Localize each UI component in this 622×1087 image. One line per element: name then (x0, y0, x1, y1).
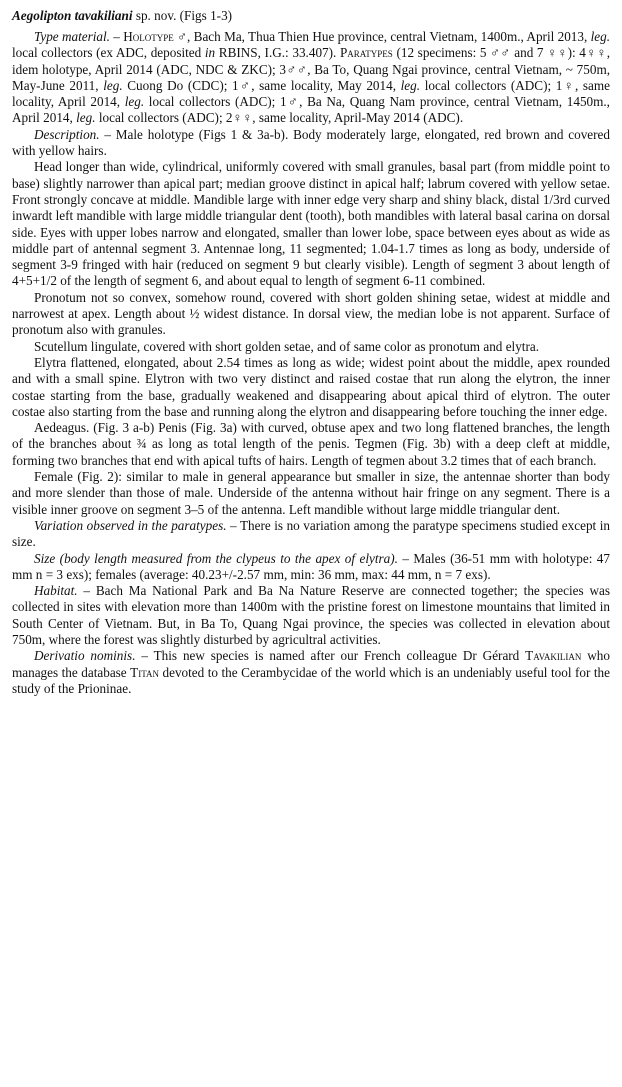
type-material-text: local collectors (ADC); 2♀♀, same locality, April-May 2014 (ADC). (95, 110, 464, 126)
type-material-heading: Type material. – (34, 29, 120, 44)
description-heading: Description. – (34, 126, 111, 142)
leg-abbrev: leg. (76, 110, 96, 126)
derivatio-text: This new species is named after our French colleague Dr Gérard (147, 648, 526, 664)
type-material-text: local collectors (ex ADC, deposited (12, 45, 205, 61)
variation-heading: Variation observed in the paratypes. – (34, 517, 237, 533)
elytra-paragraph: Elytra flattened, elongated, about 2.54 times as long as wide; widest point about the middle, apex rounded and with a small spine. Elytron with two very distinct and raised costae that run along the elytron, the inner costae starting from the base, gradually weakened and disappearing about apical third of elytron. The outer costae also starting from the base and running along the elytron and disappearing before touching the inner edge. (12, 354, 610, 419)
aedeagus-paragraph: Aedeagus. (Fig. 3 a-b) Penis (Fig. 3a) with curved, obtuse apex and two long flattened branches, the length of the branches about ¾ as long as total length of the penis. Tegmen (Fig. 3b) with a deep cleft at middle, forming two branches that end with apical tufts of hairs. Length of tegmen about 3.2 times that of each branch. (12, 420, 610, 468)
size-heading: Size (body length measured from the clypeus to the apex of elytra). – (34, 550, 409, 566)
variation-paragraph (12, 518, 610, 551)
database-name: Titan (130, 664, 159, 680)
scutellum-paragraph: Scutellum lingulate, covered with short golden setae, and of same color as pronotum and elytra. (34, 338, 540, 354)
species-name: Aegolipton tavakiliani (12, 8, 133, 23)
variation-text: There is no variation among the paratype specimens studied except in size. (12, 517, 611, 550)
habitat-heading: Habitat. – (34, 583, 90, 599)
habitat-paragraph (12, 583, 610, 648)
type-material-text: RBINS, I.G.: 33.407). (215, 45, 340, 61)
head-paragraph: Head longer than wide, cylindrical, uniformly covered with small granules, basal part (from middle point to base) slightly narrower than apical part; median groove distinct in apical half; labrum covered with yellow setae. Front strongly concave at middle. Mandible large with inner edge very sharp and shiny black, distal 1/3rd curved inwardt left mandible with large middle triangular dent (tooth), both mandibles with lateral basal carina on dorsal side. Eyes with upper lobes narrow and elongated, smaller than lower lobe, space between eyes about as wide as middle part of antennal segment 3. Antennae long, 11 segmented; 1.04-1.7 times as long as body, underside of segment 3-9 fringed with hair (reduced on segment 9 but clearly visible). Length of segment 3 about length of 4+5+1/2 of the length of segment 6, and about equal to length of segment 6-11 combined. (12, 159, 610, 289)
leg-abbrev: leg. (124, 94, 145, 110)
derivatio-heading: Derivatio nominis. – (34, 648, 148, 664)
description-text: Male holotype (Figs 1 & 3a-b). Body moderately large, elongated, red brown and covered with yellow hairs. (12, 126, 610, 159)
leg-abbrev: leg. (103, 77, 123, 93)
leg-abbrev: leg. (400, 77, 421, 93)
type-material-text: Cuong Do (CDC); 1♂, same locality, May 2014, (122, 77, 401, 93)
description-paragraph (12, 127, 610, 160)
habitat-text: Bach Ma National Park and Ba Na Nature Reserve are connected together; the species was collected in sites with elevation more than 1400m with the pristine forest on limestone mountains that limited in South Center of Vietnam. But, in Ba To, Quang Ngai province, the species was collected in elevation about 750m, where the forest was slightly disturbed by agricultral activities. (12, 583, 610, 647)
type-material-text: ♂, Bach Ma, Thua Thien Hue province, central Vietnam, 1400m., April 2013, (173, 29, 591, 44)
holotype-label: Holotype (123, 29, 174, 44)
type-material-paragraph (12, 29, 610, 127)
species-title-rest: sp. nov. (Figs 1-3) (132, 8, 233, 23)
in-word: in (204, 45, 216, 61)
type-material-text: local collectors (ADC); 1♀, same locality, April 2014, (12, 77, 611, 110)
type-material-text: (12 specimens: 5 ♂♂ and 7 ♀♀): 4♀♀, idem holotype, April 2014 (ADC, NDC & ZKC); 3♂♂, Ba To, Quang Ngai province, central Vietnam, ~ 750m, May-June 2011, (12, 45, 611, 93)
derivatio-text: devoted to the Cerambycidae of the world which is an undeniably useful tool for the study of the Prioninae. (12, 664, 610, 696)
derivatio-text: who manages the database (12, 648, 610, 680)
size-paragraph (12, 551, 610, 584)
paratypes-label: Paratypes (339, 45, 393, 61)
female-paragraph: Female (Fig. 2): similar to male in general appearance but smaller in size, the antennae shorter than body and more slender than those of male. Underside of the antenna without hair fringe on any segment. There is a visible inner groove on segment 3–5 of the antenna. Left mandible without large middle triangular dent. (12, 469, 610, 517)
derivatio-paragraph (12, 648, 610, 697)
size-text: Males (36-51 mm with holotype: 47 mm n = 3 exs); females (average: 40.23+/-2.57 mm, min: 36 mm, max: 44 mm, n = 7 exs). (12, 550, 610, 582)
colleague-surname: Tavakilian (525, 648, 582, 664)
type-material-text: local collectors (ADC); 1♂, Ba Na, Quang Nam province, central Vietnam, 1450m., April 2014, (12, 94, 610, 126)
leg-abbrev: leg. (590, 29, 611, 44)
species-title (12, 8, 610, 24)
pronotum-paragraph: Pronotum not so convex, somehow round, covered with short golden shining setae, widest at middle and narrowest at apex. Length about ½ widest distance. In dorsal view, the median lobe is not apparent. Surface of pronotum also with granules. (12, 289, 610, 338)
